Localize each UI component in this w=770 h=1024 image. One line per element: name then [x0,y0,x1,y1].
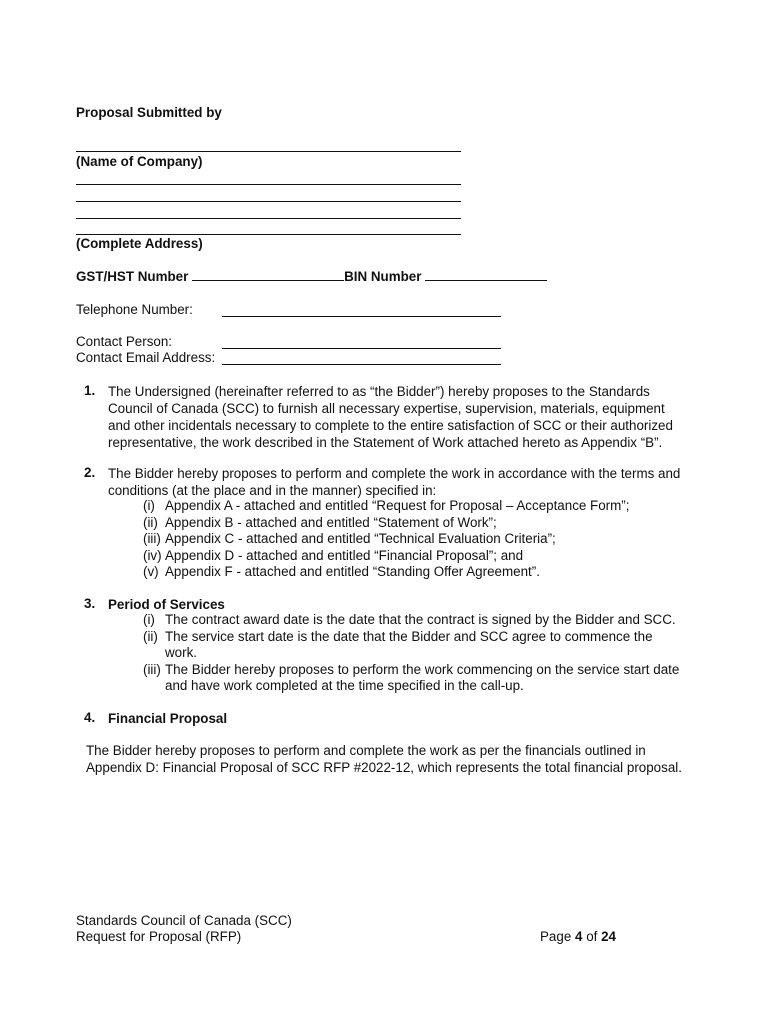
list-item [143,662,679,679]
list-item-continuation [143,645,679,662]
list-item-continuation [143,678,679,695]
list-item-text: Appendix B - attached and entitled “Statement of Work”; [165,514,497,530]
section-3-title: Period of Services [108,597,225,612]
list-item-text: The service start date is the date that the Bidder and SCC agree to commence the [165,628,653,644]
page-current: 4 [575,929,583,944]
section-3-list [143,612,679,695]
contact-person-field[interactable] [222,348,501,349]
section-2-text [108,465,680,499]
roman-numeral: (i) [143,612,155,627]
list-item [143,629,679,646]
list-item [143,548,629,565]
section-2-line: conditions (at the place and in the manner) specified in: [108,483,437,498]
proposal-submitted-by-heading: Proposal Submitted by [76,105,222,120]
roman-numeral: (ii) [143,514,158,530]
list-item [143,612,679,629]
address-blank-line-3[interactable] [76,218,461,219]
address-blank-line-4[interactable] [76,234,461,235]
section-4-line: The Bidder hereby proposes to perform and complete the work as per the financials outlined in [86,743,646,758]
telephone-field[interactable] [222,316,501,317]
page-of: of [586,929,598,944]
roman-numeral: (iv) [143,547,162,563]
section-1-number: 1. [84,383,96,398]
gst-hst-field[interactable] [192,280,344,281]
list-item-text: Appendix D - attached and entitled “Financial Proposal”; and [165,547,524,563]
contact-email-field[interactable] [222,364,501,365]
section-4-line: Appendix D: Financial Proposal of SCC RFP #2022-12, which represents the total financial proposal. [86,760,682,775]
contact-person-label: Contact Person: [76,334,173,349]
section-2-line: The Bidder hereby proposes to perform and complete the work in accordance with the terms and [108,466,681,481]
list-item-text: Appendix F - attached and entitled “Standing Offer Agreement”. [165,564,540,579]
section-2-list [143,498,629,581]
address-blank-line-2[interactable] [76,201,461,202]
section-1-line: Council of Canada (SCC) to furnish all necessary expertise, supervision, materials, equipment [108,401,665,416]
section-1-line: representative, the work described in the Statement of Work attached hereto as Appendix “B”. [108,435,663,450]
list-item-text: The Bidder hereby proposes to perform the work commencing on the service start date [165,661,680,677]
section-3-number: 3. [84,596,96,611]
list-item [143,515,629,532]
company-name-blank-line[interactable] [76,151,461,152]
section-4-paragraph [86,742,682,776]
section-4-number: 4. [84,710,96,725]
gst-hst-label: GST/HST Number [76,269,189,284]
tax-numbers-row [76,269,547,285]
name-of-company-label: (Name of Company) [76,154,203,169]
page-total: 24 [601,929,617,944]
contact-email-label: Contact Email Address: [76,350,216,365]
footer-doc: Request for Proposal (RFP) [76,929,242,944]
list-item-text: The contract award date is the date that the contract is signed by the Bidder and SCC. [165,612,676,627]
complete-address-label: (Complete Address) [76,236,203,251]
bin-field[interactable] [425,280,547,281]
list-item-text: and have work completed at the time specified in the call-up. [165,678,524,693]
list-item-text: Appendix C - attached and entitled “Technical Evaluation Criteria”; [165,531,556,546]
footer-org: Standards Council of Canada (SCC) [76,913,292,928]
section-4-title: Financial Proposal [108,711,228,726]
list-item-text: Appendix A - attached and entitled “Request for Proposal – Acceptance Form”; [165,498,630,513]
roman-numeral: (ii) [143,628,158,644]
list-item [143,531,629,548]
list-item [143,498,629,515]
section-1-line: The Undersigned (hereinafter referred to as “the Bidder”) hereby proposes to the Standards [108,384,650,399]
roman-numeral: (iii) [143,661,161,677]
bin-label: BIN Number [344,269,422,284]
section-2-number: 2. [84,465,96,480]
roman-numeral: (v) [143,564,159,579]
list-item [143,564,629,581]
page-prefix: Page [540,929,572,944]
list-item-text: work. [165,645,197,660]
roman-numeral: (i) [143,498,155,513]
section-1-text [108,383,673,451]
roman-numeral: (iii) [143,531,161,546]
address-blank-line-1[interactable] [76,184,461,185]
section-1-line: and other incidentals necessary to complete to the entire satisfaction of SCC or their authorized [108,418,673,433]
page-number [540,929,616,945]
telephone-label: Telephone Number: [76,302,193,317]
